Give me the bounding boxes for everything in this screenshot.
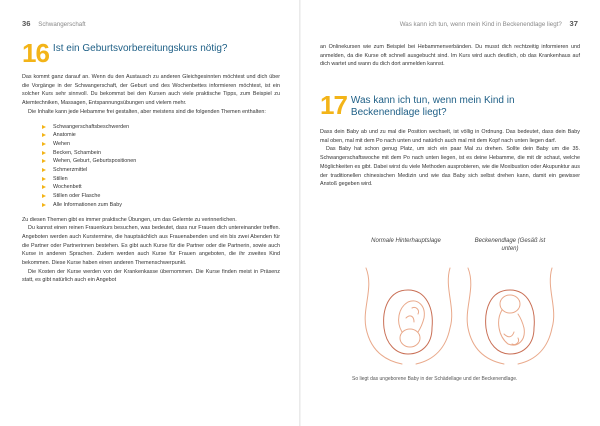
- paragraph: Das kommt ganz darauf an. Wenn du den Austausch zu anderen Gleichgesinnten möchtest und dich über die Vorgänge in der Schwangerschaft, der Geburt und des Wochenbettes informieren möchtest, ist ein solcher Kurs sehr sinnvoll. Du bekommst bei den Kursen auch viele praktische Tipps, zum Beispiel zu Atemtechniken, Massagen, Entspannungsübungen und vielem mehr.: [22, 74, 280, 107]
- right-page-number: 37: [569, 19, 578, 28]
- right-body: [320, 128, 580, 189]
- list-item: Stillen oder Flasche: [42, 192, 280, 201]
- list-item: Wehen: [42, 140, 280, 149]
- right-top-text: [320, 43, 580, 69]
- list-item: Anatomie: [42, 131, 280, 140]
- list-item: Schwangerschaftsbeschwerden: [42, 123, 280, 132]
- bullet-triangle-icon: [42, 203, 46, 207]
- question-number: 16: [22, 38, 49, 68]
- bullet-triangle-icon: [42, 168, 46, 172]
- list-item: Schmerzmittel: [42, 166, 280, 175]
- figure-label-right: Beckenendlage (Gesäß ist unten): [474, 238, 546, 252]
- paragraph: Zu diesen Themen gibt es immer praktische Übungen, um das Gelernte zu verinnerlichen.: [22, 216, 237, 223]
- left-running-head: [22, 19, 86, 28]
- right-running-head: [400, 19, 578, 28]
- list-item: Wochenbett: [42, 183, 280, 192]
- list-item: Alle Informationen zum Baby: [42, 201, 280, 210]
- bullet-triangle-icon: [42, 133, 46, 137]
- question-17-heading: [320, 90, 580, 120]
- paragraph: Die Kosten der Kurse werden von der Krankenkasse übernommen. Die Kurse finden meist in Präsenz statt, es gibt natürlich auch ein Angebot: [22, 268, 280, 284]
- pregnancy-illustration: [352, 238, 564, 366]
- bullet-triangle-icon: [42, 151, 46, 155]
- question-16-heading: [22, 38, 280, 68]
- list-item: Becken, Schambein: [42, 149, 280, 158]
- right-running-title: Was kann ich tun, wenn mein Kind in Beckenendlage liegt?: [399, 21, 562, 28]
- list-item: Wehen, Geburt, Geburtspositionen: [42, 157, 280, 166]
- bullet-triangle-icon: [42, 159, 46, 163]
- right-page: [300, 0, 600, 426]
- paragraph: Du kannst einen reinen Frauenkurs besuchen, was bedeutet, dass nur Frauen dich untereinander treffen. Angeboten werden auch Kurstermine, die hauptsächlich aus Frauenabenden und ein bis zwei Abenden für die Partner oder Partnerinnen bestehen. Es gibt auch Kurse für die Partner oder die Partnerin, sowie auch Kurse in anderen Sprachen. Zudem werden auch Kurse für Frauen angeboten, die ihr zweites Kind bekommen. Diese Kurse haben einen anderen Themenschwerpunkt.: [22, 225, 280, 267]
- question-number: 17: [320, 90, 347, 120]
- bullet-triangle-icon: [42, 177, 46, 181]
- figure-caption: So liegt das ungeborene Baby in der Schädellage und der Beckenendlage.: [352, 376, 518, 382]
- figure-label-left: Normale Hinterhauptslage: [371, 238, 441, 244]
- paragraph: Dass dein Baby ab und zu mal die Position wechselt, ist völlig in Ordnung. Das bedeutet, dass dein Baby mal oben, mal mit dem Po nach unten und natürlich auch mal mit dem Kopf nach unten liegen darf.: [320, 129, 580, 144]
- question-title: Ist ein Geburtsvorbereitungskurs nötig?: [52, 43, 228, 54]
- fetus-positions-drawing: [352, 238, 564, 366]
- bullet-triangle-icon: [42, 125, 46, 129]
- bullet-triangle-icon: [42, 142, 46, 146]
- bullet-triangle-icon: [42, 194, 46, 198]
- left-body: [22, 73, 280, 285]
- bullet-triangle-icon: [42, 185, 46, 189]
- left-page-number: 36: [22, 19, 31, 28]
- topic-list: [42, 123, 280, 210]
- paragraph: Das Baby hat schon genug Platz, um sich ein paar Mal zu drehen. Sollte dein Baby um die 35. Schwangerschaftswoche mit dem Po nach unten liegen, ist es deine Hebamme, die mit dir schaut, welche Möglichkeiten es gibt. Dabei wirst du viele Methoden ausprobieren, wie die Moxibustion oder Akupunktur aus der traditionellen chinesischen Medizin und wie das Baby sich selbst drehen kann, damit ein gewisser Anstoß gegeben wird.: [320, 146, 580, 188]
- paragraph: Die Inhalte kann jede Hebamme frei gestalten, aber meistens sind die folgenden Themen enthalten:: [28, 108, 266, 115]
- paragraph: an Onlinekursen wie zum Beispiel bei Hebammenverbänden. Du musst dich rechtzeitig informieren und anmelden, da die Kurse oft schnell ausgebucht sind. Im Kurs wird auch deutlich, ob das Krankenhaus auf dich wartet und wann du dich dort anmelden kannst.: [320, 44, 580, 68]
- left-running-title: Schwangerschaft: [38, 21, 86, 28]
- question-title: Was kann ich tun, wenn mein Kind in Beckenendlage liegt?: [350, 95, 515, 118]
- list-item: Stillen: [42, 175, 280, 184]
